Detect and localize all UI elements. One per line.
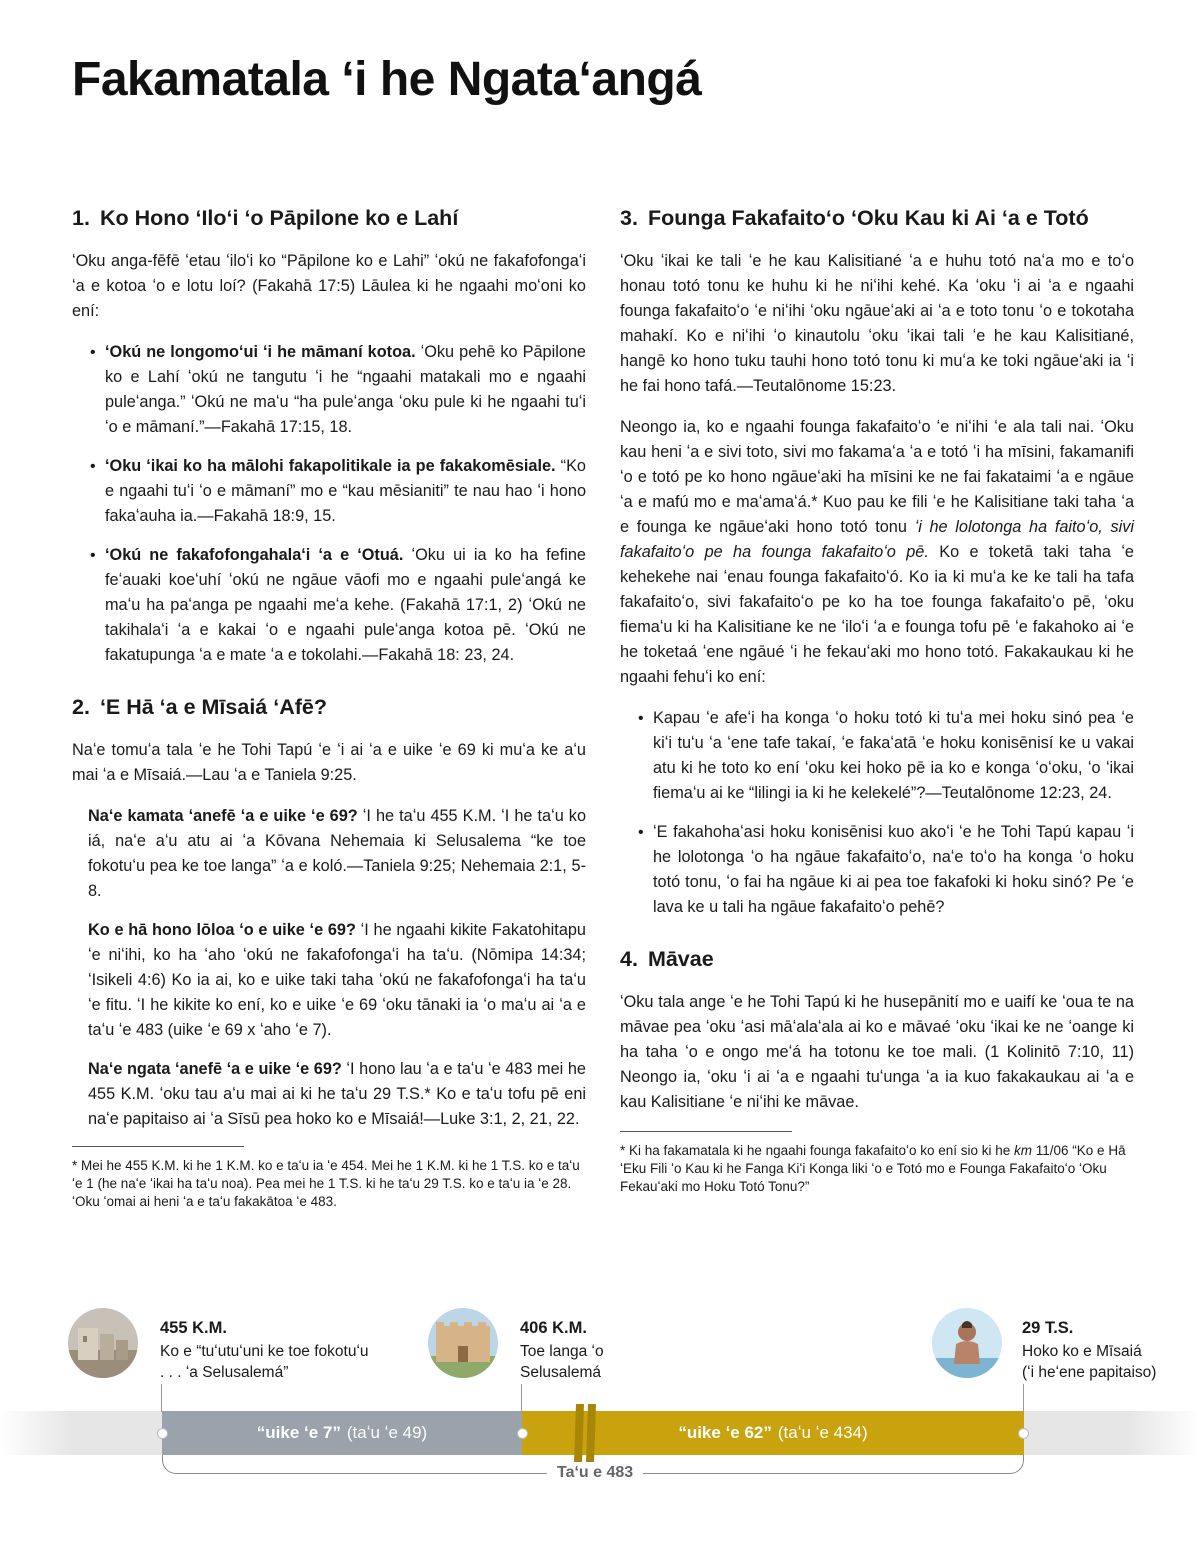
bullet-lead: ʻOku ʻikai ko ha mālohi fakapolitikale ia pe fakakomēsiale. — [105, 457, 556, 475]
event-era: K.M. — [192, 1319, 227, 1337]
segment-years: (taʻu ʻe 434) — [777, 1423, 868, 1442]
section-3-list — [620, 706, 1134, 920]
list-item — [90, 340, 586, 440]
section-1-intro: ʻOku anga-fēfē ʻetau ʻiloʻi ko “Pāpilone ko e Lahi” ʻokú ne fakafofongaʻi ʻa e kotoa ʻo e lotu loí? (Fakahā 17:5) Lāulea ki he ngaahi moʻoni ko ení: — [72, 252, 586, 320]
footnote-divider — [620, 1131, 792, 1132]
event-caption: (ʻi heʻene papitaiso) — [1022, 1364, 1157, 1381]
timeline-tick — [161, 1384, 162, 1412]
event-caption: Toe langa ʻo — [520, 1343, 604, 1360]
event-caption: Selusalemá — [520, 1364, 601, 1381]
bullet-text: ʻOku ui ia ko ha fefine feʻauaki koeʻuhí ʻokú ne ngāue vāofi mo e ngaahi puleʻangá ke maʻu ha paʻanga pe ngaahi meʻa kehe. (Fakahā 17:1, 2) ʻOkú ne takihalaʻi ʻa e kakai ʻo e ngaahi puleʻanga kotoa pē. ʻOkú ne fakatupunga ʻa e mate ʻa e tokolahi.—Fakahā 18: 23, 24. — [105, 546, 586, 664]
list-item: • Kapau ʻe afeʻi ha konga ʻo hoku totó ki tuʻa mei hoku sinó pea ʻe kiʻi tuʻu ʻa ʻene tafe takaí, ʻe fakaʻatā ʻe hoku konisēnisí ke u vakai atu ki he toto ko ení ʻoku kei hoko pē ia ko e konga ʻoʻoku, ʻo ʻikai fiemaʻu ai ke “lilingi ia ki he kelekelé”?—Teutalōnome 12:23, 24. — [638, 706, 1134, 806]
section-2-number: 2. — [72, 695, 90, 719]
event-1-label — [160, 1318, 369, 1383]
footnote-text: 11/06 “Ko e Hā ʻEku Fili ʻo Kau ki he Fanga Kiʻi Konga liki ʻo e Totó mo e Founga Fakafaitoʻo ʻOku Fekauʻaki mo Hoku Totó Tonu?” — [620, 1143, 1126, 1194]
section-1-list — [72, 340, 586, 668]
bullet-lead: ʻOkú ne fakafofongahalaʻi ʻa e ʻOtuá. — [105, 546, 404, 564]
section-2-heading: ʻE Hā ʻa e Mīsaiá ʻAfē? — [99, 695, 327, 719]
bullet-text: ʻOku pehē ko Pāpilone ko e Lahí ʻokú ne tangutu ʻi he “ngaahi matakali mo e ngaahi puleʻanga.” ʻOkú ne maʻu “ha puleʻanga ʻoku pule ki he ngaahi tuʻi ʻo e māmaní.”—Fakahā 17:15, 18. — [105, 343, 586, 436]
timeline-break-icon — [572, 1404, 600, 1462]
bullet-text: “Ko e ngaahi tuʻi ʻo e māmaní” mo e “kau mēsianiti” te nau hao ʻi hono fakaʻauha ia.—Fakahā 18:9, 15. — [105, 457, 586, 525]
section-4-paragraph: ʻOku tala ange ʻe he Tohi Tapú ki he husepānití mo e uaifí ke ʻoua te na māvae pea ʻoku ʻasi māʻalaʻala ai ko e māvaé ʻoku ʻikai ke ne ʻoange ki ha taha ʻo e ongo meʻá ha totonu ke toe mali. (1 Kolinitō 7:10, 11) Neongo ia, ʻoku ʻi ai ʻa e ngaahi tuʻunga ʻa ia kuo fakakaukau ai ʻa e kau Kalisitiane ʻe niʻihi ke māvae. — [620, 993, 1134, 1111]
paragraph-italic: ʻi he lolotonga ha faitoʻo, sivi fakafaitoʻo pe ha founga fakafaitoʻo pē. — [620, 518, 1134, 561]
left-column — [72, 203, 586, 1211]
section-3-paragraph-2 — [620, 415, 1134, 690]
list-item — [90, 454, 586, 529]
event-3-year — [1022, 1318, 1156, 1339]
event-year-number: 29 — [1022, 1319, 1041, 1337]
timeline-marker — [157, 1428, 168, 1439]
section-2-title — [72, 692, 586, 722]
baptism-icon — [932, 1308, 1002, 1378]
section-1-number: 1. — [72, 206, 90, 230]
page-title: Fakamatala ʻi he Ngataʻangá — [72, 53, 702, 106]
qa-answer: ʻI he taʻu 455 K.M. ʻI he taʻu ko iá, naʻe aʻu atu ai ʻa Kōvana Nehemaia ki Selusalema “ke toe fokotuʻu pea ke toe langa” ʻa e koló.—Taniela 9:25; Nehemaia 2:1, 5-8. — [88, 807, 587, 900]
timeline — [0, 1300, 1200, 1500]
list-item — [90, 543, 586, 668]
qa-answer: ʻI hono lau ʻa e taʻu ʻe 483 mei he 455 K.M. ʻoku tau aʻu mai ai ki he taʻu 29 T.S.* Ko e taʻu tofu pē eni naʻe papitaiso ai ʻa Sīsū pea hoko ko e Mīsaiá!—Luke 3:1, 2, 21, 22. — [88, 1060, 586, 1128]
timeline-marker — [517, 1428, 528, 1439]
timeline-marker — [1018, 1428, 1029, 1439]
footnote-italic: km — [1014, 1143, 1033, 1158]
section-4-title — [620, 944, 1134, 974]
section-2-intro: Naʻe tomuʻa tala ʻe he Tohi Tapú ʻe ʻi ai ʻa e uike ʻe 69 ki muʻa ke aʻu mai ʻa e Mīsaiá.—Lau ʻa e Taniela 9:25. — [72, 741, 586, 784]
timeline-total: Taʻu e 483 — [547, 1464, 643, 1482]
event-year-number: 406 — [520, 1319, 548, 1337]
event-2-year — [520, 1318, 604, 1339]
timeline-tick — [521, 1384, 522, 1412]
section-4-number: 4. — [620, 947, 638, 971]
qa-question: Naʻe kamata ʻanefē ʻa e uike ʻe 69? — [88, 807, 358, 825]
event-caption: Ko e “tuʻutuʻuni ke toe fokotuʻu — [160, 1343, 369, 1360]
paragraph-text: Ko e toketā taki taha ʻe kehekehe nai ʻenau founga fakafaitoʻó. Ko ia ki muʻa ke ke tali ha tafa fakafaitoʻo, sivi fakafaitoʻo pe ko ha toe founga fakafaitoʻo pē, ʻoku fiemaʻu ki ha Kalisitiane ke ne ʻiloʻi ʻa e founga tofu pē ʻe fakahoko ai ʻe he toketaá ʻene ngāué ʻi he fekauʻaki mo hono totó. Fakakaukau ki he ngaahi fehuʻi ko ení: — [620, 543, 1134, 686]
qa-item — [88, 1057, 586, 1132]
footnote-divider — [72, 1146, 244, 1147]
event-caption: Hoko ko e Mīsaiá — [1022, 1343, 1142, 1360]
footnote-text: * Ki ha fakamatala ki he ngaahi founga fakafaitoʻo ko ení sio ki he — [620, 1143, 1015, 1158]
qa-question: Naʻe ngata ʻanefē ʻa e uike ʻe 69? — [88, 1060, 342, 1078]
event-era: T.S. — [1044, 1319, 1074, 1337]
event-1-year — [160, 1318, 369, 1339]
qa-item — [88, 804, 586, 904]
section-3-title — [620, 203, 1134, 233]
event-3-label — [1022, 1318, 1156, 1383]
right-column — [620, 203, 1134, 1196]
section-1-title — [72, 203, 586, 233]
section-4-footnote — [620, 1142, 1134, 1196]
event-caption: . . . ʻa Selusalemá” — [160, 1364, 289, 1381]
section-3-paragraph-1: ʻOku ʻikai ke tali ʻe he kau Kalisitiané ʻa e huhu totó naʻa mo e toʻo honau totó tonu ke huhu ki he niʻihi kehé. Ka ʻoku ʻi ai ʻa e ngaahi founga fakafaitoʻo ʻe niʻihi ʻoku ngāueʻaki ai ʻa e toto tonu ʻo e tokotaha mahakí. Ko e niʻihi ʻo kinautolu ʻoku ʻikai tali ʻe he kau Kalisitiané, hangē ko hono tuku tauhi hono totó tonu ki muʻa ke toki ngāueʻaki ia ʻi he fai hono tafá.—Teutalōnome 15:23. — [620, 252, 1134, 395]
event-year-number: 455 — [160, 1319, 188, 1337]
city-walls-icon — [428, 1308, 498, 1378]
qa-item — [88, 918, 586, 1043]
timeline-tick — [1023, 1384, 1024, 1412]
city-ruins-icon — [68, 1308, 138, 1378]
section-2-footnote: * Mei he 455 K.M. ki he 1 K.M. ko e taʻu ia ʻe 454. Mei he 1 K.M. ki he 1 T.S. ko e taʻu ʻe 1 (he naʻe ʻikai ha taʻu noa). Pea mei he 1 T.S. ki he taʻu 29 T.S. ko e taʻu ia ʻe 28. ʻOku ʻomai ai heni ʻa e taʻu fakakātoa ʻe 483. — [72, 1158, 580, 1209]
qa-answer: ʻI he ngaahi kikite Fakatohitapu ʻe niʻihi, ko ha ʻaho ʻokú ne fakafofongaʻi ha taʻu. (Nōmipa 14:34; ʻIsikeli 4:6) Ko ia ai, ko e uike taki taha ʻokú ne fakafofongaʻi ha taʻu ʻe fitu. ʻI he kikite ko ení, ko e uike ʻe 69 ʻoku tānaki ia ʻo maʻu ai ʻa e taʻu ʻe 483 (uike ʻe 69 x ʻaho ʻe 7). — [88, 921, 586, 1039]
section-4-heading: Māvae — [647, 947, 714, 971]
section-1-heading: Ko Hono ʻIloʻi ʻo Pāpilone ko e Lahí — [99, 206, 459, 230]
segment-years: (taʻu ʻe 49) — [346, 1423, 428, 1442]
qa-question: Ko e hā hono lōloa ʻo e uike ʻe 69? — [88, 921, 356, 939]
section-3-heading: Founga Fakafaitoʻo ʻOku Kau ki Ai ʻa e Totó — [647, 206, 1089, 230]
segment-7-weeks — [162, 1411, 522, 1455]
bullet-lead: ʻOkú ne longomoʻui ʻi he māmaní kotoa. — [105, 343, 416, 361]
segment-label: “uike ʻe 7” — [256, 1423, 341, 1442]
list-item: • ʻE fakahohaʻasi hoku konisēnisi kuo akoʻi ʻe he Tohi Tapú kapau ʻi he lolotonga ʻo ha ngāue fakafaitoʻo, naʻe toʻo ha konga ʻo hoku totó tonu, ʻo fai ha ngāue ki ai pea toe fakafoki ki hoku sinó? Pe ʻe lava ke u tali ha ngāue fakafaitoʻo pehē? — [638, 820, 1134, 920]
paragraph-text: Neongo ia, ko e ngaahi founga fakafaitoʻo ʻe niʻihi ʻe ala tali nai. ʻOku kau heni ʻa e sivi toto, sivi mo fakamaʻa ʻa e totó ʻi ha mīsini, fakamanifi ʻo e totó pe ko hono ngāueʻaki ha mīsini ke ne fai fakataimi ʻa e ngāue ʻa e mafú mo e maʻamaʻá.* Kuo pau ke fili ʻe he Kalisitiane taki taha ʻa e founga ke ngāueʻaki hono totó tonu — [620, 418, 1134, 536]
segment-label: “uike ʻe 62” — [678, 1423, 772, 1442]
event-2-label — [520, 1318, 604, 1383]
section-3-number: 3. — [620, 206, 638, 230]
event-era: K.M. — [552, 1319, 587, 1337]
